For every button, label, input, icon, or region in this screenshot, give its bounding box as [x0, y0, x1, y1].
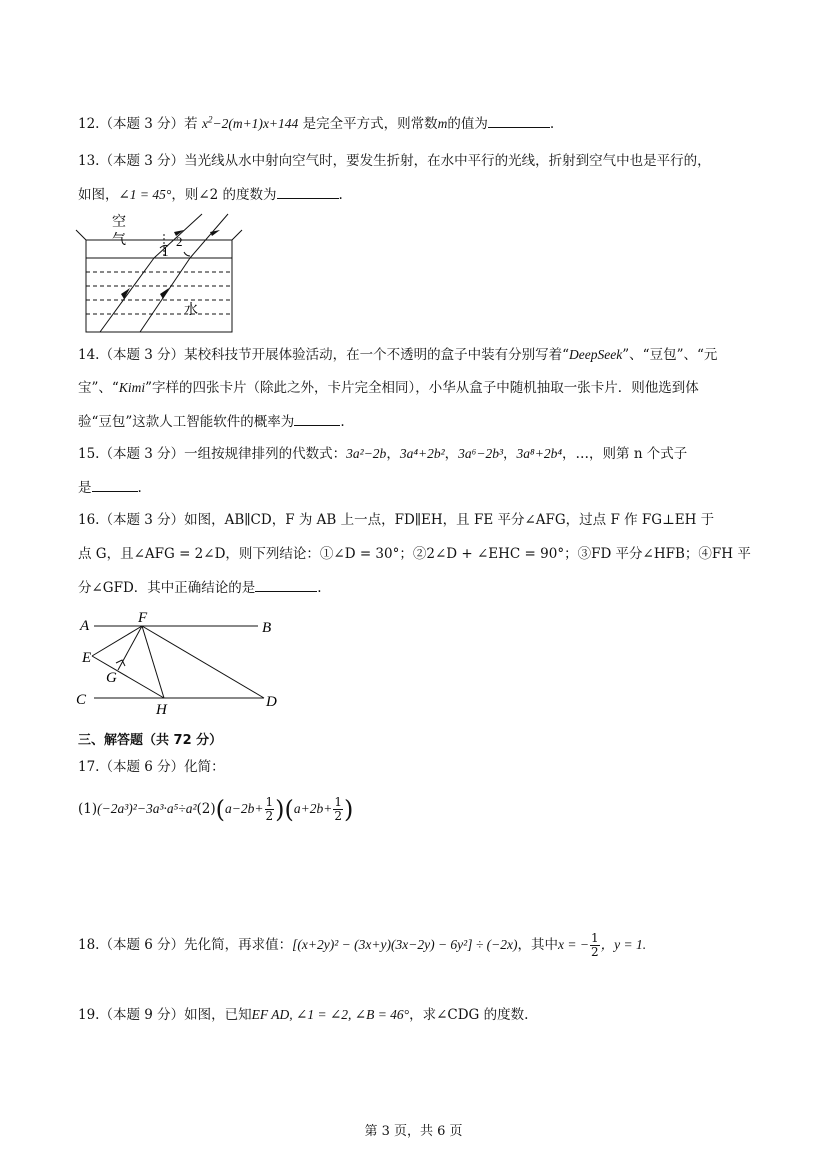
refraction-figure — [72, 210, 252, 338]
section-3-heading: 三、解答题（共 72 分） — [78, 733, 223, 748]
angle-1-value: ∠1 = 45° — [118, 187, 172, 202]
water-label: 水 — [184, 303, 198, 318]
fraction-half: $\frac{1}{2}$ — [334, 795, 342, 823]
question-14-line1: 14.（本题 3 分）某校科技节开展体验活动，在一个不透明的盒子中装有分别写着“DeepSeek”、“豆包”、“元 — [78, 347, 718, 363]
point-H: H — [156, 702, 167, 718]
q17-expr-2: −3a³·a⁵÷a² — [136, 801, 197, 816]
question-19: 19.（本题 9 分）如图，已知EF AD, ∠1 = ∠2, ∠B = 46°，求∠CDG 的度数. — [78, 1007, 529, 1023]
answer-blank[interactable] — [488, 113, 550, 128]
question-17-expressions: (1)(−2a³)²−3a³·a⁵÷a²(2)(a−2b+ $\frac{1}{2}$ )(a+2b+ $\frac{1}{2}$ ) — [78, 795, 354, 824]
question-13-line1: 13.（本题 3 分）当光线从水中射向空气时，要发生折射，在水中平行的光线，折射到空气中也是平行的， — [78, 153, 711, 169]
question-16-line2: 点 G，且∠AFG = 2∠D，则下列结论：①∠D = 30°；②2∠D + ∠EHC = 90°；③FD 平分∠HFB；④FH 平 — [78, 546, 751, 562]
q12-text: 是完全平方式，则常数 — [302, 116, 438, 132]
question-18: 18.（本题 6 分）先化简，再求值：[(x+2y)² − (3x+y)(3x−2y) − 6y²] ÷ (−2x)，其中x = − $\frac{1}{2}$ ，y = 1. — [78, 931, 647, 959]
question-12: 12.（本题 3 分）若 $x^2-2(m+1)x+144$ 是完全平方式，则常数m的值为 . — [78, 114, 555, 132]
answer-blank[interactable] — [277, 184, 339, 199]
question-16-line1: 16.（本题 3 分）如图，AB∥CD，F 为 AB 上一点，FD∥EH，且 FE 平分∠AFG，过点 F 作 FG⊥EH 于 — [78, 512, 715, 528]
question-15-line1: 15.（本题 3 分）一组按规律排列的代数式：3a²−2b，3a⁴+2b²，3a⁶−2b³，3a⁸+2b⁴，…，则第 n 个式子 — [78, 446, 688, 462]
q19-condition: EF AD, ∠1 = ∠2, ∠B = 46° — [251, 1007, 410, 1022]
angle-2-label: 2 — [176, 234, 183, 249]
point-A: A — [80, 618, 90, 634]
fraction-half: $\frac{1}{2}$ — [265, 795, 274, 823]
q12-number: 12.（本题 3 分）若 — [78, 116, 198, 132]
deepseek-text: DeepSeek — [569, 347, 623, 362]
angle-1-label: 1 — [162, 244, 169, 259]
air-label: 空 — [112, 215, 126, 230]
question-17-title: 17.（本题 6 分）化简： — [78, 759, 225, 775]
q17-expr-1: (−2a³)² — [97, 801, 137, 816]
q12-tail: 的值为 — [447, 116, 488, 132]
answer-blank[interactable] — [92, 477, 138, 492]
question-14-line2: 宝”、“Kimi”字样的四张卡片（除此之外，卡片完全相同），小华从盒子中随机抽取一张卡片．则他选到体 — [78, 380, 699, 396]
question-14-line3: 验“豆包”这款人工智能软件的概率为 . — [78, 411, 767, 432]
page-footer: 第 3 页，共 6 页 — [364, 1124, 463, 1139]
point-B: B — [262, 620, 272, 636]
q12-var: m — [437, 116, 448, 131]
point-F: F — [138, 610, 148, 626]
point-C: C — [76, 692, 87, 708]
question-15-line2: 是 . — [78, 477, 767, 498]
parallel-lines-figure — [76, 608, 296, 718]
point-G: G — [106, 670, 117, 686]
answer-blank[interactable] — [255, 577, 317, 592]
q18-expr: [(x+2y)² − (3x+y)(3x−2y) − 6y²] ÷ (−2x) — [292, 937, 518, 952]
question-16-line3: 分∠GFD．其中正确结论的是 . — [78, 577, 767, 598]
fraction-half: $\frac{1}{2}$ — [590, 931, 599, 959]
q12-expr: $x^2-2(m+1)x+144$ — [201, 114, 299, 131]
answer-blank[interactable] — [294, 411, 340, 426]
air-label-2: 气 — [112, 233, 126, 248]
point-D: D — [266, 694, 277, 710]
question-13-line2: 如图，∠1 = 45°，则∠2 的度数为 . — [78, 184, 767, 205]
kimi-text: Kimi — [118, 380, 146, 395]
point-E: E — [82, 650, 92, 666]
